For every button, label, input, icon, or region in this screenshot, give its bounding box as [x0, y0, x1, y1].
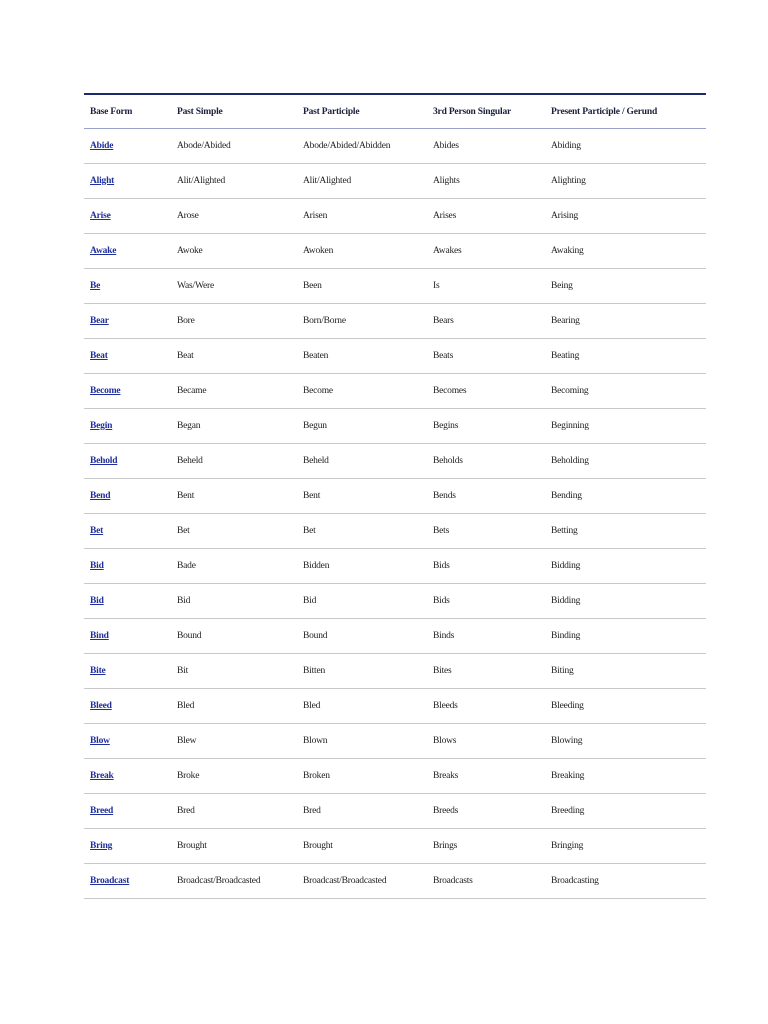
past-simple-cell: Broadcast/Broadcasted	[171, 864, 297, 899]
verb-link[interactable]: Behold	[90, 456, 118, 466]
verb-link[interactable]: Arise	[90, 211, 111, 221]
past-participle-cell: Brought	[297, 829, 427, 864]
base-form-cell	[84, 794, 171, 829]
table-row	[84, 864, 706, 899]
verb-link[interactable]: Bet	[90, 526, 104, 536]
past-simple-cell: Arose	[171, 199, 297, 234]
table-row	[84, 724, 706, 759]
verb-link[interactable]: Beat	[90, 351, 108, 361]
table-row	[84, 584, 706, 619]
header-third-person-singular: 3rd Person Singular	[427, 94, 545, 129]
past-simple-cell: Beheld	[171, 444, 297, 479]
third-person-cell: Beats	[427, 339, 545, 374]
base-form-cell	[84, 829, 171, 864]
past-participle-cell: Bid	[297, 584, 427, 619]
verb-link[interactable]: Bend	[90, 491, 111, 501]
base-form-cell	[84, 269, 171, 304]
verb-link[interactable]: Break	[90, 771, 114, 781]
past-participle-cell: Beheld	[297, 444, 427, 479]
third-person-cell: Blows	[427, 724, 545, 759]
base-form-cell	[84, 199, 171, 234]
past-participle-cell: Arisen	[297, 199, 427, 234]
past-participle-cell: Abode/Abided/Abidden	[297, 129, 427, 164]
past-simple-cell: Blew	[171, 724, 297, 759]
past-simple-cell: Bore	[171, 304, 297, 339]
past-participle-cell: Bound	[297, 619, 427, 654]
past-participle-cell: Beaten	[297, 339, 427, 374]
past-participle-cell: Born/Borne	[297, 304, 427, 339]
present-participle-cell: Broadcasting	[545, 864, 706, 899]
present-participle-cell: Bending	[545, 479, 706, 514]
third-person-cell: Becomes	[427, 374, 545, 409]
past-participle-cell: Begun	[297, 409, 427, 444]
third-person-cell: Begins	[427, 409, 545, 444]
verb-link[interactable]: Awake	[90, 246, 117, 256]
verb-link[interactable]: Be	[90, 281, 101, 291]
table-row	[84, 129, 706, 164]
third-person-cell: Binds	[427, 619, 545, 654]
present-participle-cell: Bringing	[545, 829, 706, 864]
verb-link[interactable]: Become	[90, 386, 121, 396]
base-form-cell	[84, 129, 171, 164]
table-header	[84, 94, 706, 129]
past-participle-cell: Broadcast/Broadcasted	[297, 864, 427, 899]
present-participle-cell: Abiding	[545, 129, 706, 164]
past-simple-cell: Brought	[171, 829, 297, 864]
header-base-form: Base Form	[84, 94, 171, 129]
table-row	[84, 759, 706, 794]
table-row	[84, 234, 706, 269]
third-person-cell: Brings	[427, 829, 545, 864]
base-form-cell	[84, 759, 171, 794]
base-form-cell	[84, 689, 171, 724]
present-participle-cell: Bidding	[545, 584, 706, 619]
third-person-cell: Breaks	[427, 759, 545, 794]
past-participle-cell: Awoken	[297, 234, 427, 269]
past-simple-cell: Broke	[171, 759, 297, 794]
verb-link[interactable]: Bid	[90, 596, 104, 606]
present-participle-cell: Beating	[545, 339, 706, 374]
present-participle-cell: Becoming	[545, 374, 706, 409]
past-participle-cell: Become	[297, 374, 427, 409]
past-participle-cell: Bled	[297, 689, 427, 724]
table-row	[84, 304, 706, 339]
present-participle-cell: Beholding	[545, 444, 706, 479]
base-form-cell	[84, 304, 171, 339]
past-participle-cell: Alit/Alighted	[297, 164, 427, 199]
present-participle-cell: Arising	[545, 199, 706, 234]
base-form-cell	[84, 409, 171, 444]
present-participle-cell: Biting	[545, 654, 706, 689]
header-present-participle: Present Participle / Gerund	[545, 94, 706, 129]
present-participle-cell: Bearing	[545, 304, 706, 339]
third-person-cell: Abides	[427, 129, 545, 164]
verb-link[interactable]: Bid	[90, 561, 104, 571]
past-simple-cell: Bred	[171, 794, 297, 829]
verb-link[interactable]: Bear	[90, 316, 109, 326]
table-row	[84, 689, 706, 724]
third-person-cell: Alights	[427, 164, 545, 199]
base-form-cell	[84, 584, 171, 619]
verb-link[interactable]: Blow	[90, 736, 110, 746]
table-row	[84, 269, 706, 304]
verb-link[interactable]: Broadcast	[90, 876, 130, 886]
present-participle-cell: Binding	[545, 619, 706, 654]
table-row	[84, 514, 706, 549]
past-simple-cell: Bound	[171, 619, 297, 654]
document-page	[84, 93, 706, 899]
table-row	[84, 794, 706, 829]
past-participle-cell: Bred	[297, 794, 427, 829]
base-form-cell	[84, 654, 171, 689]
present-participle-cell: Breaking	[545, 759, 706, 794]
base-form-cell	[84, 549, 171, 584]
past-participle-cell: Been	[297, 269, 427, 304]
past-simple-cell: Was/Were	[171, 269, 297, 304]
past-participle-cell: Broken	[297, 759, 427, 794]
past-simple-cell: Bid	[171, 584, 297, 619]
present-participle-cell: Blowing	[545, 724, 706, 759]
table-row	[84, 409, 706, 444]
present-participle-cell: Bleeding	[545, 689, 706, 724]
table-row	[84, 339, 706, 374]
past-simple-cell: Became	[171, 374, 297, 409]
past-participle-cell: Bitten	[297, 654, 427, 689]
third-person-cell: Broadcasts	[427, 864, 545, 899]
third-person-cell: Beholds	[427, 444, 545, 479]
present-participle-cell: Awaking	[545, 234, 706, 269]
verb-link[interactable]: Bring	[90, 841, 113, 851]
header-past-participle: Past Participle	[297, 94, 427, 129]
base-form-cell	[84, 514, 171, 549]
irregular-verbs-table	[84, 93, 706, 899]
verb-link[interactable]: Bite	[90, 666, 106, 676]
past-participle-cell: Blown	[297, 724, 427, 759]
table-row	[84, 199, 706, 234]
base-form-cell	[84, 479, 171, 514]
verb-link[interactable]: Alight	[90, 176, 115, 186]
third-person-cell: Bets	[427, 514, 545, 549]
third-person-cell: Arises	[427, 199, 545, 234]
past-simple-cell: Bent	[171, 479, 297, 514]
past-participle-cell: Bidden	[297, 549, 427, 584]
past-simple-cell: Bit	[171, 654, 297, 689]
third-person-cell: Bends	[427, 479, 545, 514]
table-row	[84, 374, 706, 409]
base-form-cell	[84, 374, 171, 409]
table-row	[84, 654, 706, 689]
table-row	[84, 444, 706, 479]
third-person-cell: Breeds	[427, 794, 545, 829]
past-simple-cell: Beat	[171, 339, 297, 374]
table-row	[84, 479, 706, 514]
verb-link[interactable]: Begin	[90, 421, 113, 431]
third-person-cell: Bids	[427, 549, 545, 584]
third-person-cell: Bites	[427, 654, 545, 689]
table-row	[84, 619, 706, 654]
third-person-cell: Bleeds	[427, 689, 545, 724]
third-person-cell: Bids	[427, 584, 545, 619]
past-simple-cell: Bade	[171, 549, 297, 584]
past-simple-cell: Bled	[171, 689, 297, 724]
verb-link[interactable]: Breed	[90, 806, 114, 816]
header-past-simple: Past Simple	[171, 94, 297, 129]
table-body	[84, 129, 706, 899]
past-simple-cell: Bet	[171, 514, 297, 549]
base-form-cell	[84, 444, 171, 479]
third-person-cell: Bears	[427, 304, 545, 339]
base-form-cell	[84, 864, 171, 899]
base-form-cell	[84, 234, 171, 269]
verb-link[interactable]: Bleed	[90, 701, 112, 711]
base-form-cell	[84, 724, 171, 759]
table-row	[84, 549, 706, 584]
third-person-cell: Awakes	[427, 234, 545, 269]
verb-link[interactable]: Abide	[90, 141, 114, 151]
present-participle-cell: Alighting	[545, 164, 706, 199]
present-participle-cell: Breeding	[545, 794, 706, 829]
base-form-cell	[84, 619, 171, 654]
third-person-cell: Is	[427, 269, 545, 304]
header-row	[84, 94, 706, 129]
present-participle-cell: Being	[545, 269, 706, 304]
base-form-cell	[84, 339, 171, 374]
table-row	[84, 829, 706, 864]
present-participle-cell: Bidding	[545, 549, 706, 584]
past-simple-cell: Awoke	[171, 234, 297, 269]
past-simple-cell: Alit/Alighted	[171, 164, 297, 199]
past-simple-cell: Abode/Abided	[171, 129, 297, 164]
base-form-cell	[84, 164, 171, 199]
past-participle-cell: Bet	[297, 514, 427, 549]
verb-link[interactable]: Bind	[90, 631, 109, 641]
table-row	[84, 164, 706, 199]
present-participle-cell: Beginning	[545, 409, 706, 444]
past-participle-cell: Bent	[297, 479, 427, 514]
past-simple-cell: Began	[171, 409, 297, 444]
present-participle-cell: Betting	[545, 514, 706, 549]
